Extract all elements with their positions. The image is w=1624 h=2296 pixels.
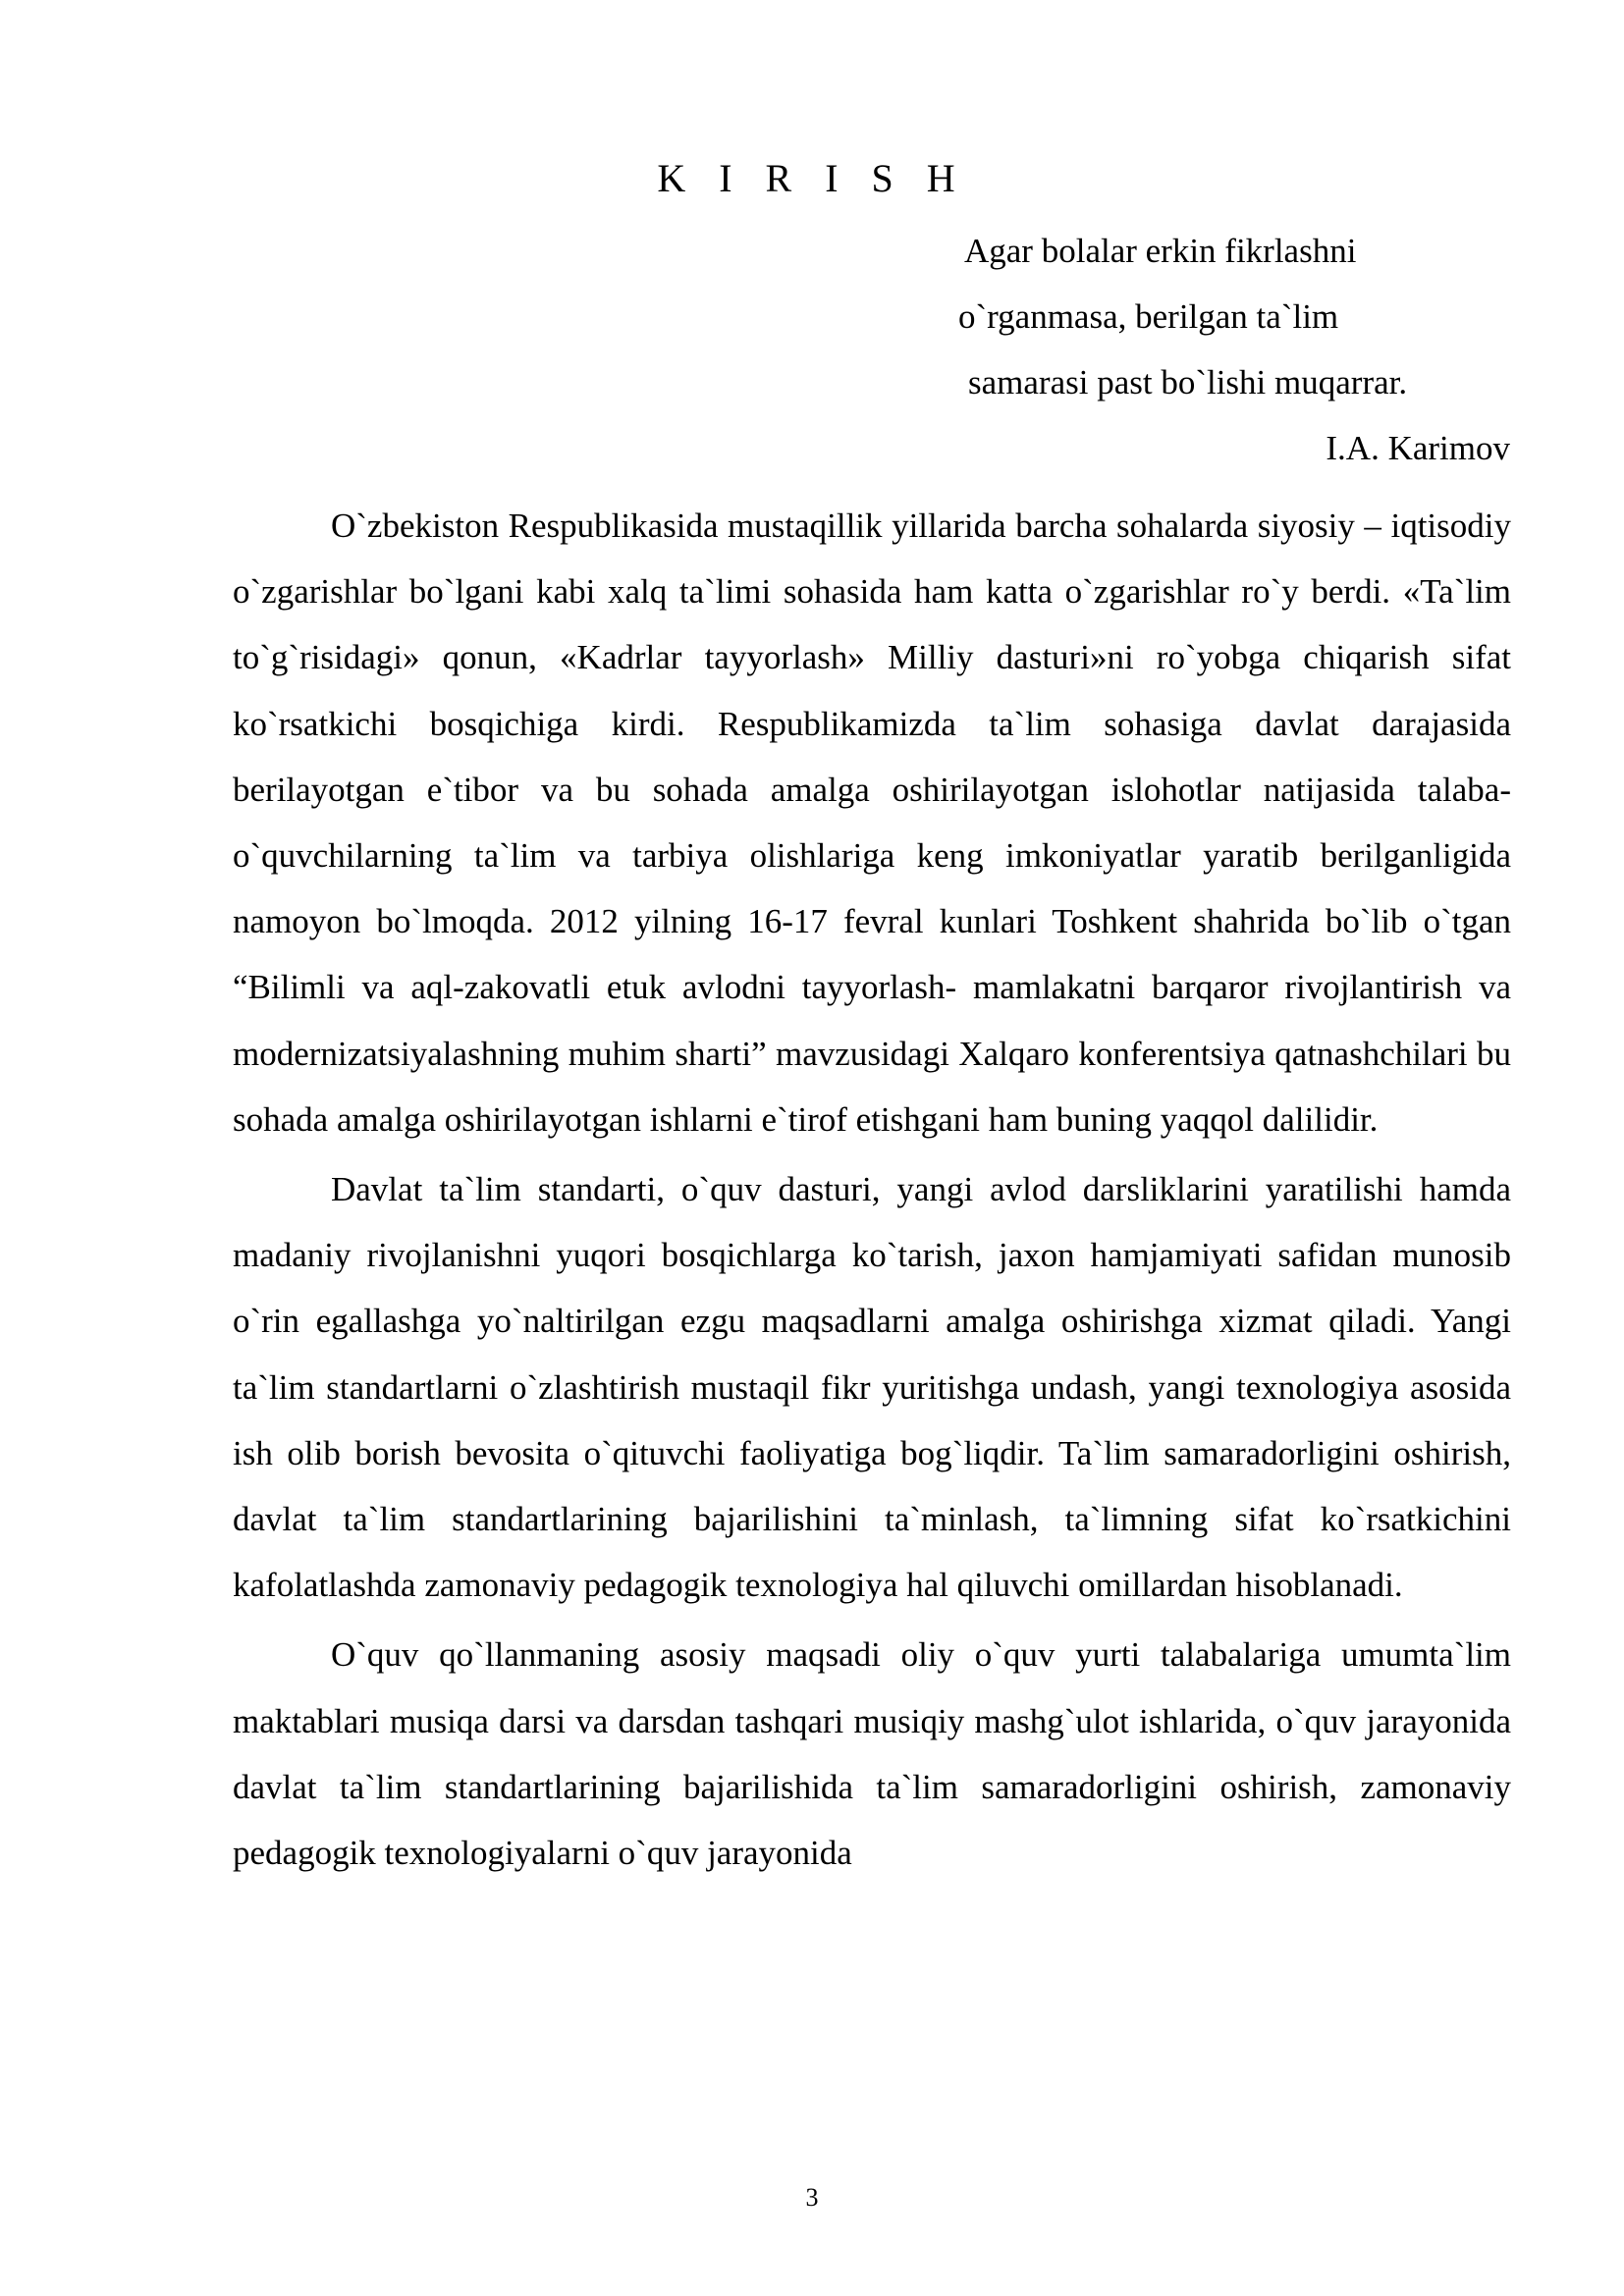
epigraph-line: Agar bolalar erkin fikrlashni xyxy=(964,232,1357,270)
epigraph-line: samarasi past bo`lishi muqarrar. xyxy=(968,363,1408,401)
epigraph-author: I.A. Karimov xyxy=(1326,429,1510,467)
epigraph xyxy=(933,218,1522,415)
paragraph: O`quv qo`llanmaning asosiy maqsadi oliy o`quv yurti talabalariga umumta`lim maktablari musiqa darsi va darsdan tashqari musiqiy mashg`ulot ishlarida, o`quv jarayonida davlat ta`lim standartlarining bajarilishida ta`lim samaradorligini oshirish, zamonaviy pedagogik texnologiyalarni o`quv jarayonida xyxy=(233,1635,1511,1873)
paragraph: Davlat ta`lim standarti, o`quv dasturi, yangi avlod darsliklarini yaratilishi hamda madaniy rivojlanishni yuqori bosqichlarga ko`tarish, jaxon hamjamiyati safidan munosib o`rin egallashga yo`naltirilgan ezgu maqsadlarni amalga oshirishga xizmat qiladi. Yangi ta`lim standartlarni o`zlashtirish mustaqil fikr yuritishga undash, yangi texnologiya asosida ish olib borish bevosita o`qituvchi faoliyatiga bog`liqdir. Ta`lim samaradorligini oshirish, davlat ta`lim standartlarining bajarilishini ta`minlash, ta`limning sifat ko`rsatkichini kafolatlashda zamonaviy pedagogik texnologiya hal qiluvchi omillardan hisoblanadi. xyxy=(233,1170,1511,1605)
epigraph-line: o`rganmasa, berilgan ta`lim xyxy=(958,297,1339,336)
page-number: 3 xyxy=(805,2183,819,2212)
body-text xyxy=(233,493,1511,1890)
paragraph: O`zbekiston Respublikasida mustaqillik yillarida barcha sohalarda siyosiy – iqtisodiy o`zgarishlar bo`lgani kabi xalq ta`limi sohasida ham katta o`zgarishlar ro`y berdi. «Ta`lim to`g`risidagi» qonun, «Kadrlar tayyorlash» Milliy dasturi»ni ro`yobga chiqarish sifat ko`rsatkichi bosqichiga kirdi. Respublikamizda ta`lim sohasiga davlat darajasida berilayotgan e`tibor va bu sohada amalga oshirilayotgan islohotlar natijasida talaba-o`quvchilarning ta`lim va tarbiya olishlariga keng imkoniyatlar yaratib berilganligida namoyon bo`lmoqda. 2012 yilning 16-17 fevral kunlari Toshkent shahrida bo`lib o`tgan “Bilimli va aql-zakovatli etuk avlodni tayyorlash- mamlakatni barqaror rivojlantirish va modernizatsiyalashning muhim sharti” mavzusidagi Xalqaro konferentsiya qatnashchilari bu sohada amalga oshirilayotgan ishlarni e`tirof etishgani ham buning yaqqol dalilidir. xyxy=(233,507,1511,1139)
page-title: K I R I S H xyxy=(657,156,967,200)
